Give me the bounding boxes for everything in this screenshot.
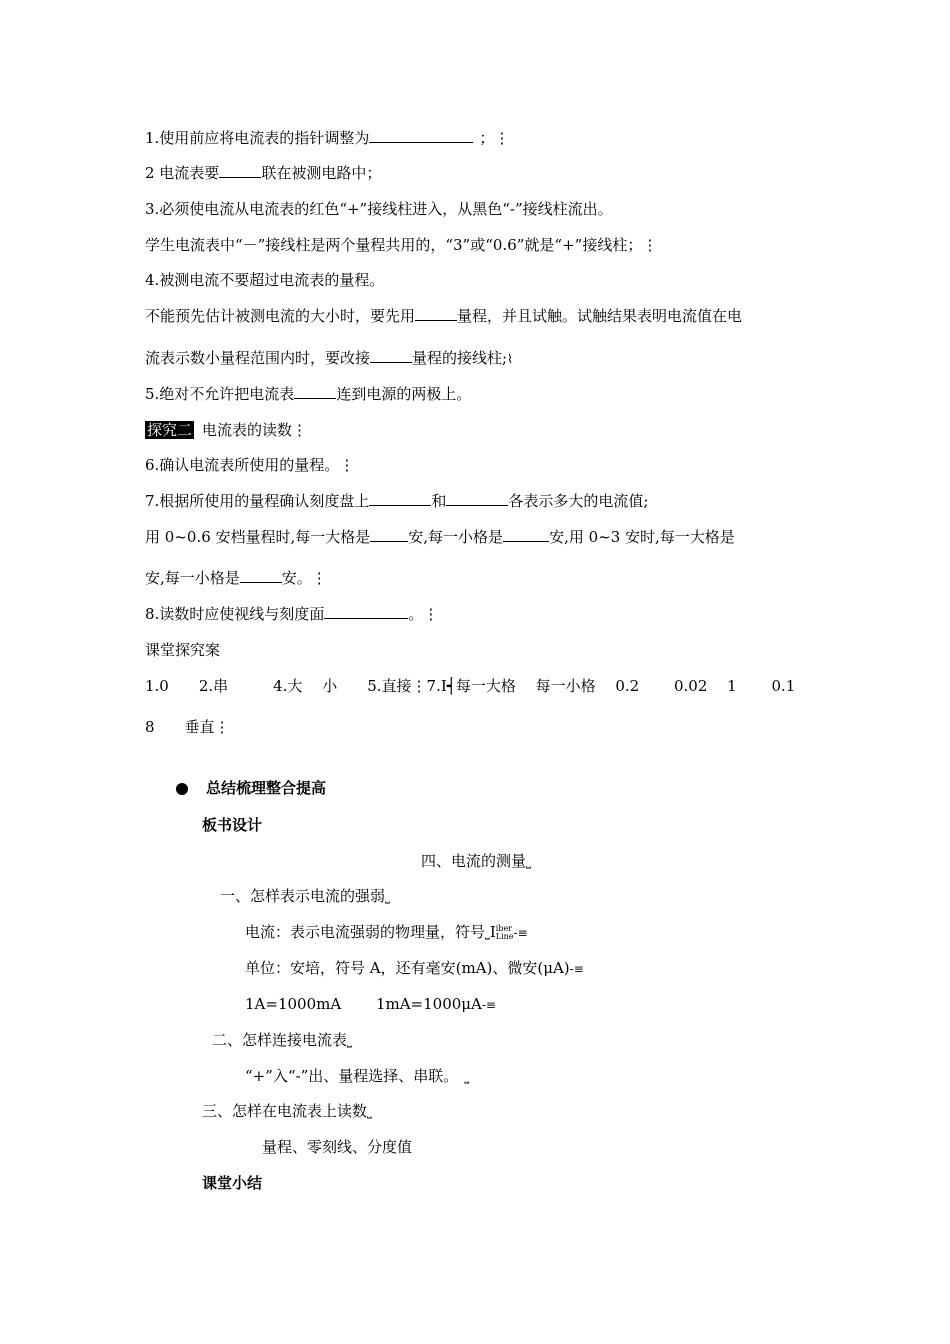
paragraph-mark: ⎵ (526, 855, 531, 869)
section-tag: 探究二 (147, 421, 193, 439)
answer-blank[interactable] (369, 128, 473, 143)
q7-pre: 7.根据所使用的量程确认刻度盘上 (145, 492, 370, 510)
paragraph-mark: ⎵ (464, 1070, 470, 1084)
board-s2-line1 (245, 1066, 469, 1087)
board-section-3 (202, 1101, 372, 1122)
board-s1-line2-text: 单位：安培，符号 A，还有毫安(mA)、微安(μA) (245, 959, 570, 977)
answer-blank[interactable] (219, 163, 261, 178)
board-title: 板书设计 (202, 816, 263, 834)
summary-heading (176, 778, 326, 798)
paragraph-mark: -≡ (513, 926, 528, 940)
answer-blank[interactable] (369, 491, 431, 506)
paragraph-mark: -≡ (569, 962, 584, 976)
board-section-2 (212, 1030, 352, 1051)
q7b-b: 安,每一小格是 (408, 528, 504, 546)
q7-post: 各表示多大的电流值; (508, 492, 649, 510)
question-1 (145, 128, 509, 148)
answer-blank[interactable] (240, 568, 282, 583)
section-2-heading (145, 420, 307, 440)
answer-blank[interactable] (370, 527, 408, 542)
symbol-note: iber Line (495, 924, 514, 941)
question-3-note: 学生电流表中“－”接线柱是两个量程共用的，“3”或“0.6”就是“+”接线柱；⋮ (145, 236, 658, 254)
q5-post: 连到电源的两极上。 (336, 385, 472, 403)
summary-title: 课堂小结 (202, 1174, 263, 1192)
summary-heading-text: 总结梳理整合提高 (206, 779, 327, 797)
board-s1-line1 (245, 922, 528, 943)
board-s3-title: 三、怎样在电流表上读数 (202, 1102, 368, 1120)
margin-mark: ⌇ (507, 352, 513, 366)
board-section-1 (220, 886, 390, 907)
q1-tail: ；⋮ (479, 129, 510, 147)
board-s2-title: 二、怎样连接电流表 (212, 1031, 348, 1049)
paragraph-mark: ⎵ (367, 1105, 372, 1119)
question-3: 3.必须使电流从电流表的红色“+”接线柱进入，从黑色“-”接线柱流出。 (145, 200, 613, 218)
board-s1-line1-text: 电流：表示电流强弱的物理量，符号 (245, 923, 486, 941)
board-s1-line3-text: 1A=1000mA 1mA=1000μA (245, 995, 482, 1013)
question-4: 4.被测电流不要超过电流表的量程。 (145, 271, 385, 289)
board-s1-title: 一、怎样表示电流的强弱 (220, 887, 386, 905)
answer-blank[interactable] (415, 306, 457, 321)
answer-blank[interactable] (370, 348, 412, 363)
board-center-title (421, 851, 531, 872)
question-7-detail-2 (145, 568, 327, 588)
q4c-post: 量程的接线柱; (412, 349, 508, 367)
q8-post: 。⋮ (408, 605, 439, 623)
answers-title: 课堂探究案 (145, 641, 221, 659)
q4b-post: 量程，并且试触。试触结果表明电流值在电 (457, 307, 743, 325)
q2-pre: 2 电流表要 (145, 164, 220, 182)
section-2-title: 电流表的读数⋮ (202, 421, 308, 439)
paragraph-mark: ⎵ (485, 926, 490, 940)
answer-blank[interactable] (294, 384, 336, 399)
paragraph-mark: ⎵ (385, 890, 390, 904)
board-s1-line2 (245, 958, 584, 979)
q1-text: 1.使用前应将电流表的指针调整为 (145, 129, 370, 147)
q8-pre: 8.读数时应使视线与刻度面 (145, 605, 325, 623)
question-7-detail (145, 527, 735, 547)
q2-post: 联在被测电路中； (261, 164, 382, 182)
question-5 (145, 384, 471, 404)
board-center-title-text: 四、电流的测量 (421, 852, 527, 870)
question-8 (145, 604, 438, 624)
board-s3-line1: 量程、零刻线、分度值 (262, 1138, 413, 1156)
answer-blank[interactable] (446, 491, 508, 506)
q5-pre: 5.绝对不允许把电流表 (145, 385, 295, 403)
current-symbol: I (489, 923, 496, 941)
question-4-note (145, 306, 742, 326)
answer-blank[interactable] (324, 604, 408, 619)
question-6: 6.确认电流表所使用的量程。⋮ (145, 456, 355, 474)
q7b-a: 用 0~0.6 安档量程时,每一大格是 (145, 528, 371, 546)
question-4-note-2 (145, 348, 513, 369)
answers-line-1: 1.0 2.串 4.大 小 5.直接⋮7.I┥每一大格 每一小格 0.2 0.02 1 0.1 (145, 677, 796, 695)
answer-blank[interactable] (503, 527, 549, 542)
question-2 (145, 163, 381, 183)
q7c-b: 安。⋮ (281, 569, 327, 587)
q7c-a: 安,每一小格是 (145, 569, 240, 587)
q7-mid: 和 (431, 492, 447, 510)
q4c-pre: 流表示数小量程范围内时，要改接 (145, 349, 371, 367)
answers-line-2: 8 垂直⋮ (145, 718, 230, 736)
question-7 (145, 491, 648, 511)
paragraph-mark: -≡ (481, 998, 496, 1012)
q7b-c: 安,用 0~3 安时,每一大格是 (549, 528, 735, 546)
bullet-icon (176, 783, 188, 795)
q4b-pre: 不能预先估计被测电流的大小时，要先用 (145, 307, 416, 325)
board-s1-line3 (245, 994, 496, 1015)
board-s2-line1-text: “+”入“-”出、量程选择、串联。 (245, 1067, 459, 1085)
paragraph-mark: ⎵ (347, 1034, 352, 1048)
